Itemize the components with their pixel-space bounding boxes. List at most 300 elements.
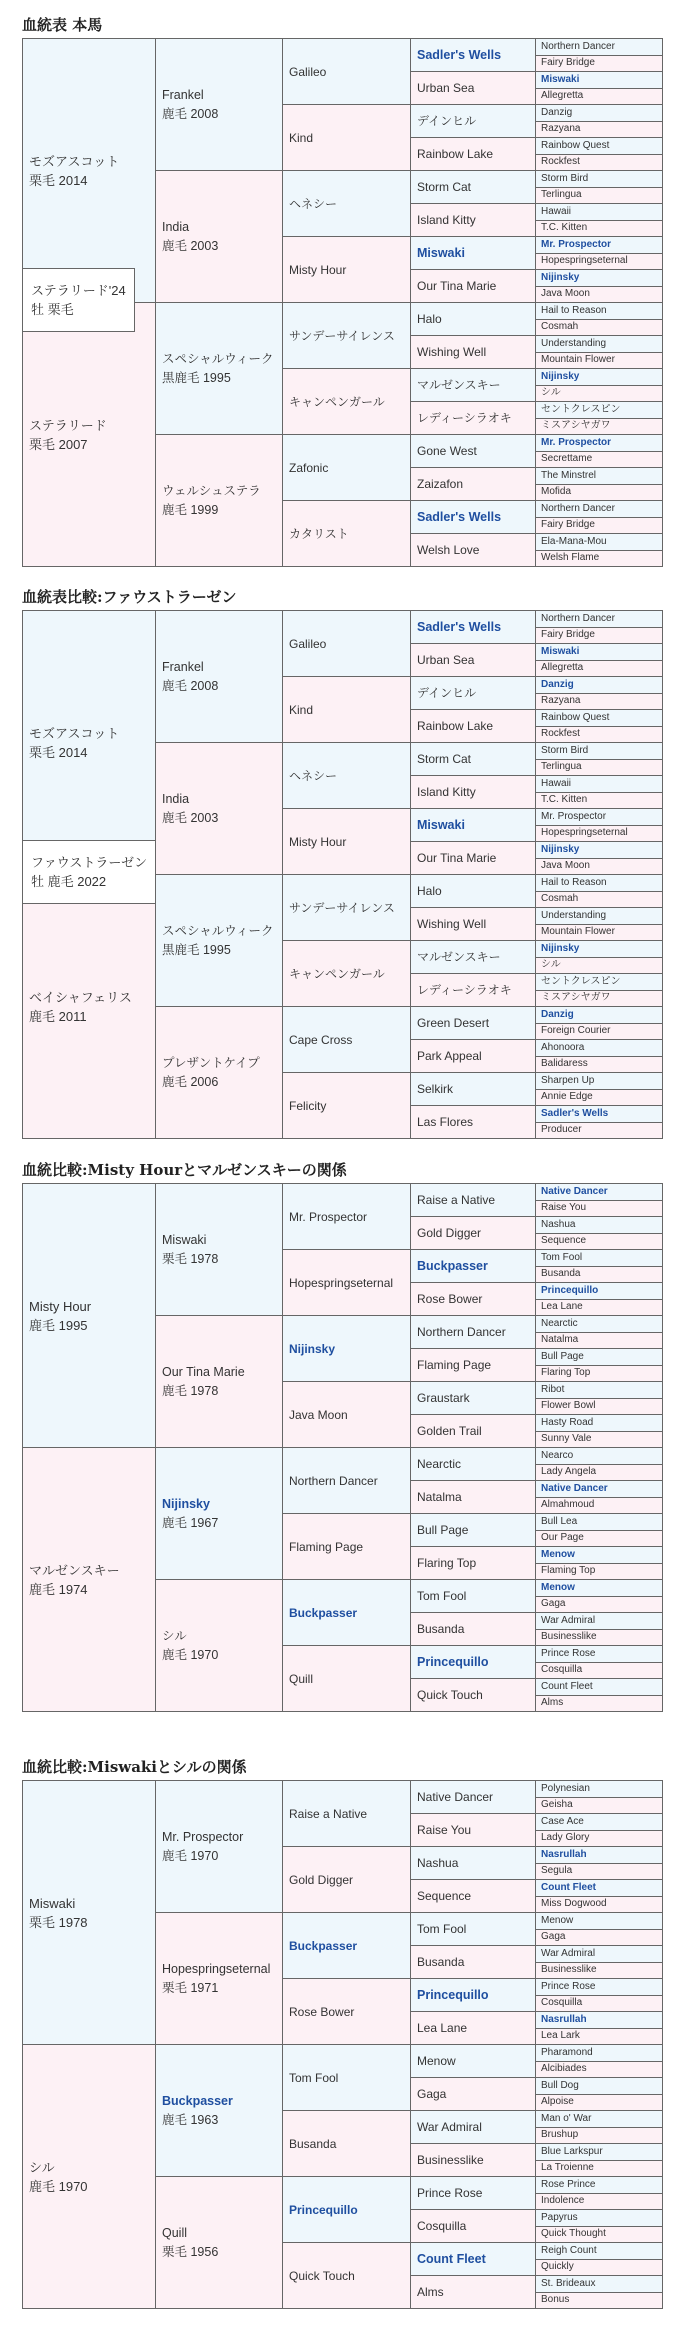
horse-name: Nijinsky [289,1341,336,1356]
horse-name: Frankel [162,659,204,674]
horse-name: Prince Rose [541,1647,596,1659]
pedigree-cell-gen5 [536,1514,663,1531]
subject-horse-box [22,840,156,904]
pedigree-cell-gen5 [536,303,663,320]
horse-name: Buckpasser [289,1938,358,1953]
pedigree-cell-gen5 [536,2029,663,2046]
horse-name: Businesslike [541,1631,597,1643]
horse-name: レディーシラオキ [417,411,512,425]
pedigree-cell-gen5 [536,1024,663,1041]
pedigree-cell-gen5 [536,1547,663,1564]
horse-name: Misty Hour [289,834,347,849]
pedigree-cell-gen5 [536,270,663,287]
horse-name: Gaga [541,1598,566,1610]
horse-name: Busanda [289,2136,337,2151]
pedigree-cell-gen5 [536,336,663,353]
horse-name: Sadler's Wells [417,48,502,62]
pedigree-cell-gen5 [536,628,663,645]
horse-name: Bull Dog [541,2079,579,2091]
pedigree-cell-gen4 [411,2210,536,2243]
pedigree-cell-gen5 [536,402,663,419]
pedigree-section [0,1161,680,1721]
horse-name: Busanda [417,1955,465,1969]
pedigree-cell-gen5 [536,1996,663,2013]
horse-name: Zafonic [289,460,329,475]
pedigree-cell-gen5 [536,2227,663,2244]
horse-name: Annie Edge [541,1091,593,1103]
pedigree-cell-gen4 [411,1814,536,1847]
horse-name: Buckpasser [417,1259,488,1273]
horse-name: モズアスコット [29,725,120,741]
subject-horse-name: ステラリード'24 [31,283,126,298]
pedigree-cell-gen5 [536,204,663,221]
pedigree-cell-gen5 [536,1630,663,1647]
pedigree-cell-gen5 [536,2095,663,2112]
pedigree-cell-gen5 [536,2144,663,2161]
horse-name: サンデーサイレンス [289,900,395,915]
horse-name: Bull Page [541,1350,584,1362]
pedigree-cell-gen5 [536,435,663,452]
pedigree-cell-gen4 [411,435,536,468]
horse-name: Allegretta [541,90,584,102]
pedigree-cell-gen5 [536,1946,663,1963]
horse-name: Cosmah [541,321,579,333]
horse-name: Hopespringseternal [541,827,628,839]
horse-name: Urban Sea [417,653,475,667]
horse-name: ヘネシー [289,196,338,211]
horse-name: Alcibiades [541,2063,587,2075]
horse-name: India [162,791,190,806]
pedigree-cell-gen3 [283,1448,411,1514]
pedigree-cell-gen5 [536,842,663,859]
horse-name: Alms [541,1697,564,1709]
pedigree-cell-gen4 [411,1316,536,1349]
pedigree-cell-gen4 [411,1448,536,1481]
horse-name: Rockfest [541,156,580,168]
horse-name: Buckpasser [162,2093,233,2108]
horse-name: Native Dancer [541,1482,608,1494]
subject-horse-box [22,268,135,332]
pedigree-cell-gen5 [536,1465,663,1482]
pedigree-cell-gen4 [411,1217,536,1250]
pedigree-cell-gen4 [411,336,536,369]
pedigree-cell-gen4 [411,2177,536,2210]
horse-name: Hopespringseternal [289,1275,394,1290]
horse-name: Bull Page [417,1523,469,1537]
horse-info: 鹿毛 1978 [162,1383,219,1398]
horse-name: シル [541,387,561,399]
horse-name: Sadler's Wells [417,510,502,524]
horse-name: Sequence [541,1235,587,1247]
pedigree-cell-gen3 [283,435,411,501]
horse-name: Miswaki [541,645,580,657]
horse-name: The Minstrel [541,469,597,481]
pedigree-cell-gen5 [536,386,663,403]
pedigree-cell-gen4 [411,1073,536,1106]
pedigree-cell-gen2 [156,2045,283,2177]
pedigree-cell-gen5 [536,941,663,958]
pedigree-cell-gen4 [411,1781,536,1814]
horse-name: Sadler's Wells [541,1107,609,1119]
pedigree-cell-gen5 [536,1847,663,1864]
horse-name: Gaga [417,2087,447,2101]
horse-name: シル [29,2159,55,2175]
horse-name: レディーシラオキ [417,983,512,997]
pedigree-cell-gen4 [411,2111,536,2144]
horse-name: Balidaress [541,1058,588,1070]
pedigree-cell-gen5 [536,776,663,793]
horse-name: Rockfest [541,728,580,740]
horse-name: Busanda [541,1268,581,1280]
pedigree-cell-gen5 [536,1382,663,1399]
horse-name: キャンペンガール [289,394,385,409]
pedigree-cell-gen5 [536,644,663,661]
horse-name: Quickly [541,2261,574,2273]
pedigree-cell-gen5 [536,1201,663,1218]
horse-info: 鹿毛 1970 [162,1848,219,1863]
horse-name: Mountain Flower [541,926,615,938]
horse-name: Miss Dogwood [541,1898,607,1910]
pedigree-cell-gen4 [411,1007,536,1040]
section-heading: 血統比較:Misty Hourとマルゼンスキーの関係 [22,1161,347,1179]
pedigree-cell-gen5 [536,39,663,56]
pedigree-cell-gen3 [283,2111,411,2177]
horse-name: Count Fleet [541,1881,596,1893]
pedigree-cell-gen4 [411,644,536,677]
horse-name: Bull Lea [541,1515,578,1527]
horse-name: ミスアシヤガワ [541,420,611,432]
pedigree-cell-gen4 [411,2045,536,2078]
pedigree-cell-gen5 [536,56,663,73]
pedigree-cell-gen5 [536,1432,663,1449]
pedigree-cell-gen4 [411,1580,536,1613]
pedigree-cell-gen3 [283,1382,411,1448]
pedigree-cell-gen5 [536,1613,663,1630]
pedigree-cell-gen2 [156,39,283,171]
pedigree-cell-gen4 [411,402,536,435]
horse-name: Java Moon [541,288,590,300]
pedigree-cell-gen5 [536,1979,663,1996]
pedigree-cell-gen4 [411,875,536,908]
pedigree-cell-gen4 [411,908,536,941]
horse-name: デインヒル [417,686,477,700]
pedigree-cell-gen4 [411,1847,536,1880]
horse-name: Northern Dancer [417,1325,506,1339]
pedigree-cell-gen5 [536,1333,663,1350]
horse-name: Understanding [541,909,607,921]
pedigree-cell-gen5 [536,2045,663,2062]
horse-info: 鹿毛 1974 [29,1581,88,1597]
horse-info: 鹿毛 2008 [162,678,219,693]
pedigree-cell-gen5 [536,710,663,727]
horse-info: 栗毛 1956 [162,2244,219,2259]
horse-name: マルゼンスキー [29,1562,120,1578]
pedigree-cell-gen3 [283,677,411,743]
pedigree-cell-gen5 [536,72,663,89]
horse-name: Lady Glory [541,1832,590,1844]
horse-name: Galileo [289,636,327,651]
pedigree-cell-gen4 [411,270,536,303]
horse-name: Count Fleet [417,2252,486,2266]
horse-name: Danzig [541,678,574,690]
horse-name: Fairy Bridge [541,629,595,641]
pedigree-cell-gen5 [536,534,663,551]
pedigree-cell-gen5 [536,974,663,991]
pedigree-cell-gen5 [536,1366,663,1383]
horse-name: Cape Cross [289,1032,353,1047]
pedigree-cell-gen3 [283,39,411,105]
horse-name: Flaring Top [417,1556,477,1570]
pedigree-cell-gen5 [536,1481,663,1498]
horse-name: Hawaii [541,777,572,789]
horse-name: Nashua [417,1856,459,1870]
section-heading: 血統表 本馬 [22,16,103,34]
pedigree-cell-gen5 [536,501,663,518]
pedigree-cell-gen5 [536,1267,663,1284]
horse-name: Storm Cat [417,180,472,194]
pedigree-cell-gen3 [283,2243,411,2309]
horse-name: Hawaii [541,205,572,217]
horse-name: Green Desert [417,1016,490,1030]
horse-name: Cosquilla [417,2219,467,2233]
subject-horse-info: 牡 栗毛 [31,302,74,317]
pedigree-cell-gen5 [536,611,663,628]
horse-name: Quill [162,2225,188,2240]
pedigree-cell-gen4 [411,1913,536,1946]
pedigree-cell-gen2 [156,303,283,435]
horse-name: Nashua [541,1218,576,1230]
pedigree-cell-gen5 [536,694,663,711]
horse-name: Nijinsky [541,271,580,283]
pedigree-cell-gen5 [536,1316,663,1333]
pedigree-cell-gen5 [536,2161,663,2178]
horse-name: Nijinsky [541,370,580,382]
pedigree-cell-gen5 [536,2111,663,2128]
pedigree-cell-gen1 [23,611,156,875]
pedigree-cell-gen3 [283,303,411,369]
horse-name: Sunny Vale [541,1433,592,1445]
horse-name: Storm Cat [417,752,472,766]
horse-name: Frankel [162,87,204,102]
pedigree-cell-gen5 [536,958,663,975]
horse-name: Lea Lane [541,1301,583,1313]
pedigree-cell-gen3 [283,941,411,1007]
horse-name: St. Brideaux [541,2277,596,2289]
horse-name: マルゼンスキー [417,950,501,964]
pedigree-cell-gen5 [536,287,663,304]
horse-name: Quick Touch [289,2268,355,2283]
pedigree-cell-gen5 [536,1349,663,1366]
horse-name: Gold Digger [417,1226,482,1240]
pedigree-cell-gen5 [536,2062,663,2079]
pedigree-cell-gen3 [283,809,411,875]
pedigree-cell-gen5 [536,2276,663,2293]
pedigree-cell-gen5 [536,1250,663,1267]
pedigree-cell-gen5 [536,2128,663,2145]
pedigree-cell-gen4 [411,1679,536,1712]
horse-name: デインヒル [417,114,477,128]
horse-name: Danzig [541,1008,574,1020]
pedigree-cell-gen5 [536,859,663,876]
horse-name: Terlingua [541,189,582,201]
pedigree-cell-gen5 [536,743,663,760]
pedigree-cell-gen5 [536,1007,663,1024]
horse-name: Northern Dancer [541,502,615,514]
horse-name: Sadler's Wells [417,620,502,634]
pedigree-cell-gen4 [411,105,536,138]
horse-name: Pharamond [541,2046,593,2058]
pedigree-cell-gen5 [536,419,663,436]
pedigree-cell-gen5 [536,1679,663,1696]
horse-name: Menow [541,1581,575,1593]
horse-name: Businesslike [541,1964,597,1976]
horse-info: 鹿毛 1967 [162,1515,219,1530]
horse-name: Razyana [541,695,581,707]
horse-name: Nijinsky [541,942,580,954]
horse-name: Storm Bird [541,744,589,756]
horse-name: Princequillo [541,1284,599,1296]
horse-name: Nijinsky [162,1496,210,1511]
horse-name: Nasrullah [541,1848,587,1860]
horse-name: Miswaki [162,1232,207,1247]
pedigree-cell-gen4 [411,2012,536,2045]
horse-name: Halo [417,884,442,898]
pedigree-cell-gen5 [536,1663,663,1680]
pedigree-cell-gen3 [283,1847,411,1913]
horse-name: Rainbow Lake [417,719,494,733]
pedigree-cell-gen5 [536,1798,663,1815]
horse-name: Graustark [417,1391,470,1405]
pedigree-cell-gen5 [536,793,663,810]
pedigree-cell-gen4 [411,1547,536,1580]
horse-name: カタリスト [289,526,349,541]
pedigree-cell-gen5 [536,1531,663,1548]
pedigree-cell-gen5 [536,1930,663,1947]
horse-info: 鹿毛 2003 [162,810,219,825]
horse-name: ヘネシー [289,768,338,783]
pedigree-cell-gen5 [536,661,663,678]
horse-name: Mountain Flower [541,354,615,366]
horse-name: Mr. Prospector [541,436,612,448]
horse-name: Our Page [541,1532,584,1544]
horse-name: モズアスコット [29,153,120,169]
horse-info: 栗毛 1978 [29,1914,88,1930]
pedigree-cell-gen4 [411,2078,536,2111]
horse-name: ステラリード [29,417,107,433]
horse-name: Gaga [541,1931,566,1943]
horse-name: War Admiral [541,1947,596,1959]
horse-name: Papyrus [541,2211,578,2223]
pedigree-cell-gen5 [536,892,663,909]
horse-name: Rose Bower [289,2004,355,2019]
horse-name: Las Flores [417,1115,474,1129]
horse-name: Cosmah [541,893,579,905]
pedigree-cell-gen3 [283,1316,411,1382]
pedigree-cell-gen5 [536,254,663,271]
pedigree-cell-gen5 [536,1646,663,1663]
horse-name: Nijinsky [541,843,580,855]
pedigree-cell-gen2 [156,435,283,567]
horse-info: 栗毛 1978 [162,1251,219,1266]
pedigree-cell-gen3 [283,2045,411,2111]
horse-name: Segula [541,1865,573,1877]
horse-name: Alms [417,2285,444,2299]
pedigree-cell-gen5 [536,155,663,172]
horse-name: Northern Dancer [541,40,615,52]
pedigree-cell-gen3 [283,1979,411,2045]
horse-info: 鹿毛 2008 [162,106,219,121]
horse-name: Busanda [417,1622,465,1636]
horse-name: Island Kitty [417,213,476,227]
horse-name: Raise a Native [289,1806,368,1821]
pedigree-cell-gen5 [536,1814,663,1831]
horse-name: Miswaki [417,818,465,832]
horse-name: Ela-Mana-Mou [541,535,607,547]
horse-name: Sequence [417,1889,472,1903]
horse-name: T.C. Kitten [541,222,588,234]
pedigree-cell-gen5 [536,925,663,942]
pedigree-cell-gen5 [536,677,663,694]
horse-name: Fairy Bridge [541,519,595,531]
horse-name: Mr. Prospector [541,238,612,250]
pedigree-cell-gen5 [536,353,663,370]
pedigree-cell-gen5 [536,1090,663,1107]
pedigree-cell-gen4 [411,468,536,501]
horse-name: Raise a Native [417,1193,496,1207]
pedigree-cell-gen5 [536,727,663,744]
pedigree-cell-gen4 [411,1184,536,1217]
horse-name: Nasrullah [541,2013,587,2025]
pedigree-cell-gen5 [536,1106,663,1123]
pedigree-cell-gen4 [411,39,536,72]
pedigree-cell-gen5 [536,1040,663,1057]
pedigree-cell-gen5 [536,875,663,892]
horse-name: Blue Larkspur [541,2145,603,2157]
horse-name: Zaizafon [417,477,464,491]
subject-horse-info: 牡 鹿毛 2022 [31,874,107,889]
pedigree-cell-gen2 [156,1316,283,1448]
horse-name: Tom Fool [417,1922,467,1936]
horse-name: Almahmoud [541,1499,595,1511]
horse-name: Misty Hour [29,1298,92,1314]
horse-name: Miswaki [29,1895,76,1911]
horse-name: T.C. Kitten [541,794,588,806]
pedigree-cell-gen3 [283,237,411,303]
horse-info: 鹿毛 2003 [162,238,219,253]
horse-name: Secrettame [541,453,593,465]
pedigree-cell-gen5 [536,1057,663,1074]
horse-name: シル [541,959,561,971]
pedigree-cell-gen5 [536,1234,663,1251]
horse-name: War Admiral [541,1614,596,1626]
pedigree-cell-gen5 [536,1300,663,1317]
pedigree-cell-gen5 [536,1399,663,1416]
pedigree-cell-gen5 [536,485,663,502]
pedigree-cell-gen3 [283,743,411,809]
pedigree-cell-gen4 [411,1250,536,1283]
pedigree-cell-gen5 [536,1184,663,1201]
pedigree-cell-gen5 [536,237,663,254]
horse-name: Northern Dancer [541,612,615,624]
pedigree-cell-gen5 [536,760,663,777]
pedigree-cell-gen5 [536,1415,663,1432]
pedigree-cell-gen5 [536,188,663,205]
horse-name: Java Moon [289,1407,348,1422]
horse-name: Kind [289,130,314,145]
horse-name: Rainbow Quest [541,711,610,723]
pedigree-cell-gen3 [283,105,411,171]
horse-name: スペシャルウィーク [162,351,274,366]
